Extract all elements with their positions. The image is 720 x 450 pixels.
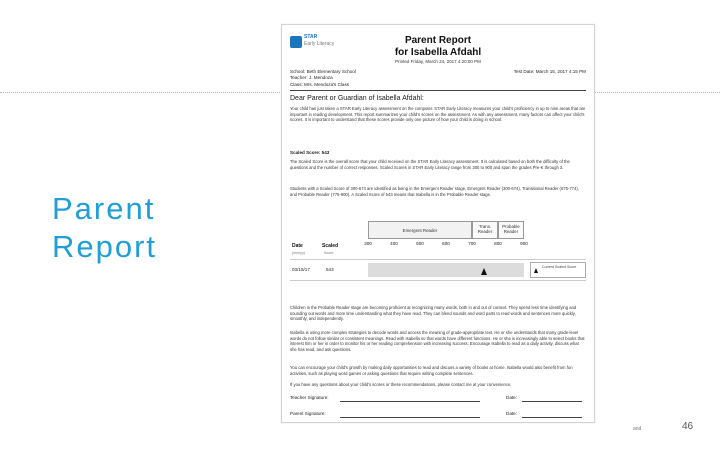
printed-date: Printed Friday, March 24, 2017 4:20:00 PM (395, 59, 481, 64)
report-title (282, 35, 594, 59)
parent-date-line (522, 417, 582, 418)
school-name: School: Beth Elementary School (290, 69, 356, 74)
scale-ticks (364, 241, 528, 251)
report-meta (290, 69, 356, 88)
parent-signature-label: Parent Signature: (290, 411, 326, 416)
footer-mark: and. (633, 426, 643, 432)
paragraph-encourage: You can encourage your child's growth by making daily opportunities to read and discuss a variety of books at home. Isabella would also benefit from fun activities, such as playing word games or asking questions that require writing complete sentences. (290, 365, 573, 376)
scaled-score: Scaled Score: 543 (290, 150, 330, 155)
divider-line-right (580, 92, 720, 93)
class-name: Class: Mrs. Mendoza's Class (290, 81, 350, 87)
parent-date-label: Date: (506, 411, 517, 416)
score-scale-bar (368, 263, 524, 277)
column-scaled: Scaled (322, 243, 339, 249)
page-number: 46 (682, 421, 694, 432)
row-scaled-score: 543 (326, 267, 334, 272)
paragraph-stages: Students with a Scaled Score of 300-674 are identified as being in the Emergent Reader stage, Emergent Reader (300-674), Transitional Reader (675-774), and Probable Reader (775-900). A Scaled Score of 543 means that Isabella is in the Probable Reader stage. (290, 186, 579, 197)
teacher-date-line (522, 401, 582, 402)
band-probable-reader: Probable Reader (498, 221, 524, 239)
divider-line-left (0, 92, 280, 93)
legend-marker-icon (534, 268, 538, 273)
teacher-date-label: Date: (506, 395, 517, 400)
row-date: 03/15/17 (292, 267, 310, 272)
slide-title (52, 190, 157, 266)
column-scaled-sub: Score (324, 251, 334, 255)
paragraph-scaled-score: The Scaled Score is the overall score that your child received on the STAR Early Literacy assessment. It is calculated based on both the difficulty of the questions and the number of correct responses. Scaled Scores in STAR Early Literacy range from 300 to 900 and span the grades Pre-K through 3. (290, 159, 570, 170)
paragraph-probable-reader: Children in the Probable Reader stage are becoming proficient at recognizing many words, both in and out of context. They spend less time identifying and sounding out words and more time understanding what they have read. They can blend sounds and word parts to read words and sentences more quickly, smoothly, and independently. (290, 305, 577, 322)
paragraph-strategies: Isabella is using more complex strategies to decode words and access the meaning of grade-appropriate text. He or she understands that many grade-level words do not follow similar or consistent meanings. Read with Isabella so that words have different functions. He or she is increasingly able to select books that interest him or her in order to monitor his or her reading comprehension with increasing success. Encourage Isabella to read as a daily activity, discuss what she has read, and ask questions. (290, 330, 585, 352)
report-title-line-2: for Isabella Afdahl (394, 47, 482, 58)
scale-tick-label: 700 (468, 241, 476, 246)
parent-signature-line (340, 417, 480, 418)
scale-tick-label: 900 (520, 241, 528, 246)
logo-brand: STAR (304, 34, 318, 40)
column-date: Date (292, 243, 303, 249)
slide-title-line-2: Report (52, 229, 158, 264)
parent-report-document (281, 24, 595, 423)
scale-tick-label: 500 (416, 241, 424, 246)
teacher-signature-line (340, 401, 480, 402)
teacher-signature-label: Teacher Signature: (290, 395, 329, 400)
table-row (290, 259, 586, 281)
legend-box (530, 262, 586, 278)
slide-title-line-1: Parent (52, 191, 156, 226)
scale-tick-label: 800 (494, 241, 502, 246)
paragraph-intro: Your child has just taken a STAR Early Literacy assessment on the computer. STAR Early Literacy measures your child's proficiency in up to nine areas that are important in reading development. This report summarizes your child's scores on the assessment. As with any assessment, many factors can affect your child's scores. It is important to understand that these scores provide only one picture of how your child is doing in school. (290, 106, 586, 123)
scale-tick-label: 600 (442, 241, 450, 246)
band-emergent-reader: Emergent Reader (368, 221, 472, 239)
legend-text: Current Scaled Score (542, 265, 577, 269)
score-table (290, 221, 586, 297)
scale-tick-label: 300 (364, 241, 372, 246)
teacher-name: Teacher: J. Mendoza (290, 75, 333, 81)
scale-tick-label: 400 (390, 241, 398, 246)
paragraph-questions: If you have any questions about your child's scores or these recommendations, please contact me at your convenience. (290, 382, 512, 387)
greeting: Dear Parent or Guardian of Isabella Afdahl: (290, 95, 424, 102)
header-rule (290, 90, 586, 91)
report-title-line-1: Parent Report (404, 35, 472, 46)
column-date-sub: (mm/yy) (292, 251, 305, 255)
logo-product: Early Literacy (304, 41, 335, 47)
score-marker-icon (481, 268, 487, 275)
test-date: Test Date: March 15, 2017 4:15 PM (513, 69, 586, 74)
band-transitional-reader: Trans. Reader (472, 221, 498, 239)
